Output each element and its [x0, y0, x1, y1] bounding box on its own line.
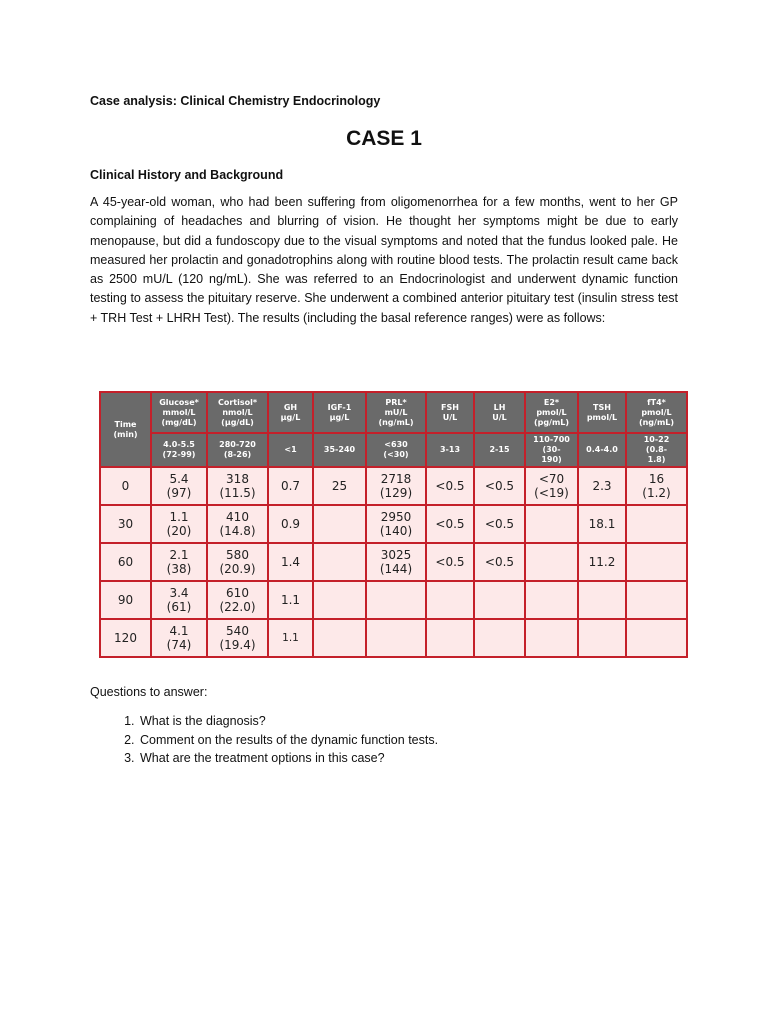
case-title: CASE 1	[346, 127, 422, 150]
table-cell	[268, 581, 313, 619]
column-header-line: pmol/L	[536, 407, 567, 417]
column-header-line: TSH	[593, 402, 611, 412]
cell-value: (38)	[166, 562, 192, 576]
reference-range-line: (0.8-	[645, 445, 668, 454]
table-cell	[151, 467, 207, 505]
table-cell	[426, 505, 474, 543]
table-cell	[366, 505, 426, 543]
cell-value: 5.4	[169, 472, 189, 486]
table-cell	[474, 505, 525, 543]
reference-range-line: 280-720	[219, 440, 256, 449]
cell-value: 318	[226, 472, 249, 486]
cell-value: 0.7	[280, 479, 301, 493]
table-cell	[313, 505, 366, 543]
cell-value: (1.2)	[642, 486, 671, 500]
table-row	[100, 467, 687, 505]
column-header	[426, 392, 474, 433]
cell-value: (74)	[166, 638, 192, 652]
reference-range-line: <630	[384, 440, 408, 449]
table-cell	[207, 467, 268, 505]
cell-value: <0.5	[435, 479, 465, 493]
cell-value: (<19)	[534, 486, 569, 500]
table-cell	[207, 543, 268, 581]
cell-value: 4.1	[169, 624, 189, 638]
time-header	[100, 392, 151, 467]
reference-range-line: (<30)	[383, 450, 409, 459]
column-header-line: E2*	[543, 397, 560, 407]
table-cell	[578, 467, 626, 505]
column-header	[207, 392, 268, 433]
column-header	[366, 392, 426, 433]
reference-range-line: 2-15	[489, 445, 510, 454]
column-header-line: PRL*	[385, 397, 407, 407]
table-cell	[578, 619, 626, 657]
cell-value: 1.1	[282, 632, 299, 644]
table-cell	[474, 543, 525, 581]
cell-value: 2.3	[592, 479, 612, 493]
table-cell	[268, 505, 313, 543]
table-row	[100, 505, 687, 543]
column-header-line: U/L	[442, 412, 458, 422]
table-cell	[626, 467, 687, 505]
reference-range-line: 1.8)	[647, 455, 666, 464]
cell-value: 1.1	[169, 510, 189, 524]
column-header-line: (pg/mL)	[533, 417, 570, 427]
column-header-line: fT4*	[647, 397, 666, 407]
table-cell	[313, 543, 366, 581]
cell-value: (22.0)	[219, 600, 256, 614]
reference-range-line: 4.0-5.5	[163, 440, 195, 449]
table-cell	[366, 619, 426, 657]
table-cell	[578, 505, 626, 543]
column-header-line: Cortisol*	[217, 397, 258, 407]
table-cell	[474, 619, 525, 657]
table-cell	[525, 581, 578, 619]
table-cell	[426, 467, 474, 505]
column-header-line: GH	[283, 402, 298, 412]
cell-value: (61)	[166, 600, 192, 614]
cell-value: 610	[226, 586, 249, 600]
clinical-history-paragraph: A 45-year-old woman, who had been suffering from oligomenorrhea for a few months, went to her GP complaining of headaches and blurring of vision. He thought her symptoms might be due to early menopause, but did a fundoscopy due to the visual symptoms and noted that the fundus looked pale. He measured her prolactin and gonadotrophins along with routine blood tests. The prolactin result came back as 2500 mU/L (120 ng/mL). She was referred to an Endocrinologist and underwent dynamic function testing to assess the pituitary reserve. She underwent a combined anterior pituitary test (insulin stress test + TRH Test + LHRH Test). The results (including the basal reference ranges) were as follows:	[90, 195, 678, 325]
column-header	[268, 392, 313, 433]
table-cell	[525, 619, 578, 657]
table-row	[100, 581, 687, 619]
table-cell	[268, 543, 313, 581]
column-header-line: pmol/L	[641, 407, 672, 417]
cell-value: 540	[226, 624, 249, 638]
reference-range-line: (30-	[542, 445, 561, 454]
document-heading: Case analysis: Clinical Chemistry Endocrinology	[90, 94, 381, 108]
reference-range	[313, 433, 366, 467]
column-header-line: pmol/L	[586, 412, 618, 422]
cell-value: 18.1	[588, 517, 616, 531]
reference-range-line: (8-26)	[223, 450, 252, 459]
column-header	[578, 392, 626, 433]
table-cell	[626, 505, 687, 543]
cell-value: 1.4	[280, 555, 301, 569]
questions-list	[90, 712, 658, 768]
cell-value: <0.5	[435, 555, 465, 569]
column-header-line: FSH	[441, 402, 459, 412]
reference-range	[626, 433, 687, 467]
table-cell	[525, 467, 578, 505]
table-cell	[313, 619, 366, 657]
cell-value: <0.5	[435, 517, 465, 531]
table-row	[100, 543, 687, 581]
time-cell: 0	[100, 467, 151, 505]
table-cell	[151, 543, 207, 581]
column-header	[626, 392, 687, 433]
column-header-line: mU/L	[384, 407, 408, 417]
table-cell	[626, 619, 687, 657]
cell-value: 16	[648, 472, 665, 486]
cell-value: 2950	[380, 510, 412, 524]
table-cell	[626, 543, 687, 581]
time-header-line: (min)	[113, 429, 138, 439]
column-header-line: U/L	[492, 412, 507, 422]
table-cell	[626, 581, 687, 619]
cell-value: <0.5	[484, 479, 515, 493]
cell-value: 1.1	[280, 593, 301, 607]
cell-value: (20.9)	[219, 562, 256, 576]
column-header-line: (mg/dL)	[161, 417, 197, 427]
reference-range-line: 10-22	[643, 435, 670, 444]
time-cell: 90	[100, 581, 151, 619]
table-cell	[207, 581, 268, 619]
reference-range	[151, 433, 207, 467]
table-cell	[151, 505, 207, 543]
cell-value: (140)	[379, 524, 413, 538]
table-cell	[366, 581, 426, 619]
time-header-line: Time	[114, 419, 137, 429]
reference-range-line: 35-240	[323, 445, 356, 454]
question-item: 1. What is the diagnosis?	[138, 712, 658, 731]
table-cell	[426, 543, 474, 581]
column-header	[525, 392, 578, 433]
table-cell	[474, 467, 525, 505]
cell-value: (19.4)	[219, 638, 256, 652]
table-row	[100, 619, 687, 657]
cell-value: 580	[226, 548, 249, 562]
table-cell	[474, 581, 525, 619]
table-cell	[313, 581, 366, 619]
column-header-line: (ng/mL)	[378, 417, 414, 427]
table-cell	[207, 505, 268, 543]
table-cell	[268, 467, 313, 505]
cell-value: 410	[226, 510, 249, 524]
table-cell	[578, 581, 626, 619]
column-header-line: µg/L	[280, 412, 301, 422]
time-cell: 60	[100, 543, 151, 581]
column-header-line: (µg/dL)	[221, 417, 254, 427]
cell-value: 3025	[380, 548, 412, 562]
section-heading: Clinical History and Background	[90, 168, 284, 182]
reference-range-line: <1	[284, 445, 297, 454]
reference-range-line: (72-99)	[162, 450, 196, 459]
table-cell	[151, 619, 207, 657]
reference-range-line: 3-13	[439, 445, 461, 454]
cell-value: (14.8)	[219, 524, 256, 538]
cell-value: 3.4	[169, 586, 189, 600]
cell-value: 2.1	[169, 548, 189, 562]
reference-range-line: 190)	[541, 455, 562, 464]
reference-range	[207, 433, 268, 467]
time-cell: 120	[100, 619, 151, 657]
cell-value: (20)	[166, 524, 192, 538]
reference-range	[474, 433, 525, 467]
column-header-line: LH	[493, 402, 506, 412]
table-cell	[366, 467, 426, 505]
reference-range-line: 110-700	[533, 435, 570, 444]
cell-value: 2718	[380, 472, 412, 486]
column-header-line: mmol/L	[162, 407, 196, 417]
cell-value: 11.2	[588, 555, 616, 569]
question-item: 3. What are the treatment options in this case?	[138, 749, 658, 768]
questions-label: Questions to answer:	[90, 685, 208, 699]
cell-value: (11.5)	[219, 486, 256, 500]
table-cell	[525, 505, 578, 543]
table-cell	[426, 581, 474, 619]
reference-range	[525, 433, 578, 467]
cell-value: (97)	[166, 486, 192, 500]
cell-value: 0.9	[280, 517, 301, 531]
column-header-line: Glucose*	[159, 397, 199, 407]
table-cell	[151, 581, 207, 619]
table-cell	[313, 467, 366, 505]
table-cell	[268, 619, 313, 657]
column-header	[474, 392, 525, 433]
cell-value: (129)	[379, 486, 413, 500]
time-cell: 30	[100, 505, 151, 543]
reference-range-line: 0.4-4.0	[586, 445, 618, 454]
reference-range	[268, 433, 313, 467]
column-header	[313, 392, 366, 433]
question-item: 2. Comment on the results of the dynamic function tests.	[138, 731, 658, 750]
column-header-line: (ng/mL)	[638, 417, 675, 427]
cell-value: 25	[331, 479, 348, 493]
cell-value: <0.5	[484, 517, 515, 531]
reference-range	[366, 433, 426, 467]
cell-value: <0.5	[484, 555, 515, 569]
cell-value: <70	[538, 472, 565, 486]
cell-value: (144)	[379, 562, 413, 576]
table-cell	[525, 543, 578, 581]
table-cell	[426, 619, 474, 657]
results-table	[99, 391, 688, 658]
table-cell	[207, 619, 268, 657]
table-cell	[578, 543, 626, 581]
column-header-line: nmol/L	[222, 407, 253, 417]
column-header-line: IGF-1	[327, 402, 352, 412]
reference-range	[578, 433, 626, 467]
column-header-line: µg/L	[329, 412, 350, 422]
column-header	[151, 392, 207, 433]
table-cell	[366, 543, 426, 581]
reference-range	[426, 433, 474, 467]
